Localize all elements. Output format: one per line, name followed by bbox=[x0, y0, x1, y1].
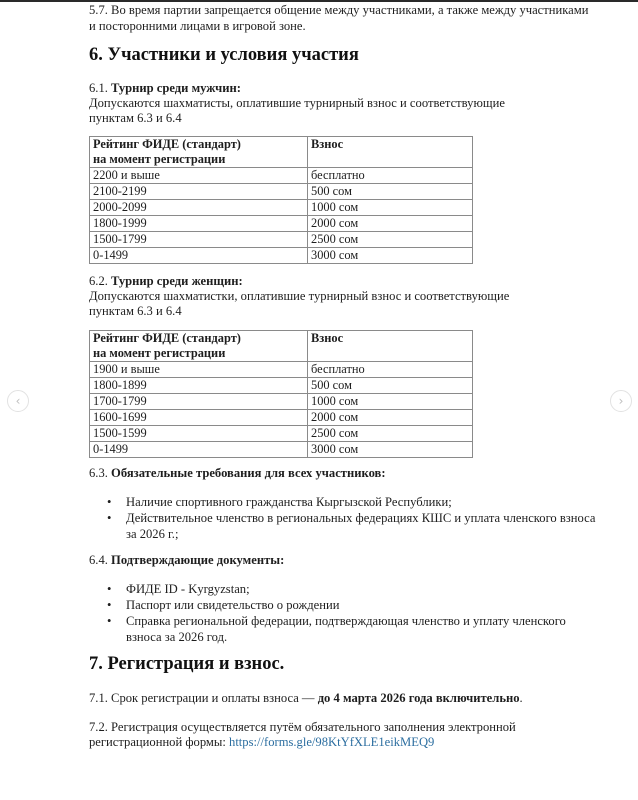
table-row bbox=[90, 442, 473, 458]
table-row bbox=[90, 394, 473, 410]
rating-cell: 1700-1799 bbox=[90, 394, 308, 410]
sec57-line2: и посторонними лицами в игровой зоне. bbox=[89, 19, 306, 33]
table-row bbox=[90, 248, 473, 264]
table-row bbox=[90, 426, 473, 442]
rating-cell: 1500-1599 bbox=[90, 426, 308, 442]
sec62-desc1: Допускаются шахматистки, оплатившие турнирный взнос и соответствующие bbox=[89, 289, 510, 303]
rating-cell: 2000-2099 bbox=[90, 200, 308, 216]
list-item: • Справка региональной федерации, подтверждающая членство и уплату членского bbox=[107, 614, 566, 628]
fee-cell: 500 сом bbox=[308, 184, 473, 200]
header-rating: Рейтинг ФИДЕ (стандарт) на момент регистрации bbox=[90, 137, 308, 168]
requirements-list bbox=[89, 494, 609, 542]
rating-cell: 1500-1799 bbox=[90, 232, 308, 248]
sec63-num: 6.3. bbox=[89, 466, 112, 480]
sec63-heading bbox=[89, 465, 386, 481]
fee-cell: 1000 сом bbox=[308, 200, 473, 216]
fee-cell: бесплатно bbox=[308, 362, 473, 378]
header-rating: Рейтинг ФИДЕ (стандарт) на момент регистрации bbox=[90, 331, 308, 362]
list-item: • ФИДЕ ID - Kyrgyzstan; bbox=[107, 582, 250, 596]
table-row bbox=[90, 168, 473, 184]
sec62-heading bbox=[89, 273, 243, 289]
rating-cell: 0-1499 bbox=[90, 248, 308, 264]
bullet-icon: • bbox=[107, 598, 112, 612]
sec72-line2: регистрационной формы: https://forms.gle/98KtYfXLE1eikMEQ9 bbox=[89, 735, 435, 749]
fee-cell: 1000 сом bbox=[308, 394, 473, 410]
bullet-icon: • bbox=[107, 614, 112, 628]
sec61-desc2: пунктам 6.3 и 6.4 bbox=[89, 111, 182, 125]
next-arrow-button[interactable] bbox=[610, 390, 632, 412]
table-row bbox=[90, 184, 473, 200]
fee-cell: 3000 сом bbox=[308, 442, 473, 458]
sec61-title: Турнир среди мужчин: bbox=[111, 81, 241, 95]
rating-cell: 1800-1999 bbox=[90, 216, 308, 232]
fee-cell: 500 сом bbox=[308, 378, 473, 394]
table-row bbox=[90, 410, 473, 426]
women-fee-table bbox=[89, 330, 473, 458]
table-header-row bbox=[90, 137, 473, 168]
fee-cell: 2500 сом bbox=[308, 426, 473, 442]
table-header-row bbox=[90, 331, 473, 362]
documents-list bbox=[89, 581, 609, 645]
table-row bbox=[90, 200, 473, 216]
men-fee-table bbox=[89, 136, 473, 264]
prev-arrow-button[interactable] bbox=[7, 390, 29, 412]
sec62-num: 6.2. bbox=[89, 274, 112, 288]
rating-cell: 1800-1899 bbox=[90, 378, 308, 394]
sec63-title: Обязательные требования для всех участников: bbox=[111, 466, 386, 480]
rating-cell: 2100-2199 bbox=[90, 184, 308, 200]
sec64-title: Подтверждающие документы: bbox=[111, 553, 285, 567]
section-7-title: 7. Регистрация и взнос. bbox=[89, 654, 285, 674]
sec62-desc2: пунктам 6.3 и 6.4 bbox=[89, 304, 182, 318]
bullet-icon: • bbox=[107, 495, 112, 509]
registration-form-link[interactable]: https://forms.gle/98KtYfXLE1eikMEQ9 bbox=[229, 735, 435, 749]
sec61-num: 6.1. bbox=[89, 81, 112, 95]
table-row bbox=[90, 378, 473, 394]
list-item: • Действительное членство в региональных федерациях КШС и уплата членского взноса bbox=[107, 511, 596, 525]
fee-cell: 2000 сом bbox=[308, 216, 473, 232]
list-item-continuation: взноса за 2026 год. bbox=[126, 630, 228, 644]
fee-cell: 2500 сом bbox=[308, 232, 473, 248]
sec64-num: 6.4. bbox=[89, 553, 112, 567]
header-fee: Взнос bbox=[308, 331, 473, 362]
sec64-heading bbox=[89, 552, 284, 568]
sec62-title: Турнир среди женщин: bbox=[111, 274, 243, 288]
list-item: • Паспорт или свидетельство о рождении bbox=[107, 598, 340, 612]
bullet-icon: • bbox=[107, 511, 112, 525]
table-row bbox=[90, 362, 473, 378]
deadline: до 4 марта 2026 года включительно bbox=[317, 691, 520, 705]
fee-cell: бесплатно bbox=[308, 168, 473, 184]
list-item: • Наличие спортивного гражданства Кыргызской Республики; bbox=[107, 495, 452, 509]
sec61-desc1: Допускаются шахматисты, оплатившие турнирный взнос и соответствующие bbox=[89, 96, 505, 110]
sec57-line1: 5.7. Во время партии запрещается общение между участниками, а также между участниками bbox=[89, 3, 589, 17]
table-row bbox=[90, 232, 473, 248]
header-fee: Взнос bbox=[308, 137, 473, 168]
chevron-left-icon: ‹ bbox=[15, 394, 21, 408]
table-row bbox=[90, 216, 473, 232]
sec61-heading bbox=[89, 80, 241, 96]
sec72-line1: 7.2. Регистрация осуществляется путём обязательного заполнения электронной bbox=[89, 720, 516, 734]
rating-cell: 2200 и выше bbox=[90, 168, 308, 184]
rating-cell: 1600-1699 bbox=[90, 410, 308, 426]
rating-cell: 1900 и выше bbox=[90, 362, 308, 378]
list-item-continuation: за 2026 г.; bbox=[126, 527, 179, 541]
fee-cell: 2000 сом bbox=[308, 410, 473, 426]
sec71-paragraph: 7.1. Срок регистрации и оплаты взноса — до 4 марта 2026 года включительно. bbox=[89, 691, 523, 705]
bullet-icon: • bbox=[107, 582, 112, 596]
section-6-title: 6. Участники и условия участия bbox=[89, 45, 359, 65]
rating-cell: 0-1499 bbox=[90, 442, 308, 458]
chevron-right-icon: › bbox=[618, 394, 624, 408]
fee-cell: 3000 сом bbox=[308, 248, 473, 264]
